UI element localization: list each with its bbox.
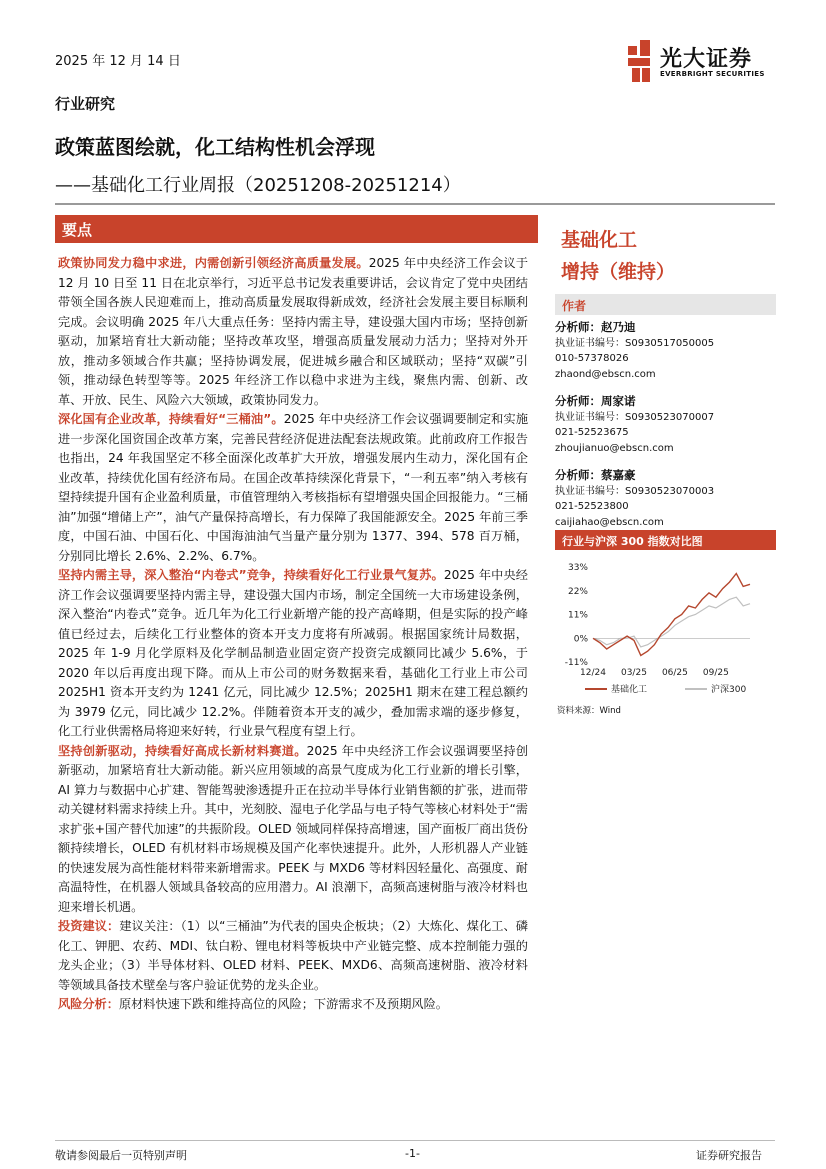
y-tick-label: 22% <box>567 586 588 597</box>
analyst-cert: 执业证书编号：S0930523070003 <box>555 485 715 497</box>
y-tick-label: -11% <box>564 658 588 668</box>
analyst-phone: 021-52523800 <box>555 501 629 512</box>
analyst-cert: 执业证书编号：S0930523070007 <box>555 411 715 423</box>
report-subtitle: ——基础化工行业周报（20251208-20251214） <box>55 175 461 196</box>
x-tick-label: 12/24 <box>580 668 606 678</box>
x-tick-label: 06/25 <box>661 668 688 678</box>
key-points-header <box>55 215 538 243</box>
report-date: 2025 年 12 月 14 日 <box>55 54 181 69</box>
paragraph-lead: 坚持创新驱动，持续看好高成长新材料赛道。 <box>58 743 307 758</box>
footer-divider <box>55 1140 775 1141</box>
analyst-email[interactable]: zhoujianuo@ebscn.com <box>555 442 674 454</box>
company-logo <box>626 38 776 86</box>
document-type: 行业研究 <box>55 95 116 113</box>
analyst-phone: 010-57378026 <box>555 353 629 364</box>
paragraph-text: 2025 年中央经济工作会议于 12 月 10 日至 11 日在北京举行，习近平总书记发表重要讲话，会议肯定了党中央团结带领全国各族人民迎难而上，推动高质量发展取得新成效，经济社会发展主要目标顺利完成。会议明确 2025 年八大重点任务：坚持内需主导，建设强大国内市场；坚持创新驱动，加紧培育壮大新动能；坚持改革攻坚，增强高质量发展动力活力；坚持对外开放，推动多领域合作共赢；坚持协调发展，促进城乡融合和区域联动；坚持“双碳”引领，推动绿色转型等等。2025 年经济工作以稳中求进为主线，聚焦内需、创新、改革、开放、民生、风险六大领域，政策协同发力。 <box>58 256 529 407</box>
paragraph-investment <box>58 917 528 995</box>
paragraph-lead: 投资建议： <box>58 919 120 933</box>
paragraph-domestic-demand <box>58 566 528 742</box>
x-tick-label: 09/25 <box>702 668 729 678</box>
analyst-email[interactable]: caijiahao@ebscn.com <box>555 516 664 528</box>
footer-report-type: 证券研究报告 <box>696 1149 762 1162</box>
analyst-block <box>555 468 776 530</box>
paragraph-lead: 坚持内需主导，深入整治“内卷式”竞争，持续看好化工行业景气复苏。 <box>58 568 444 582</box>
analyst-phone: 021-52523675 <box>555 427 629 438</box>
key-points-body <box>58 254 528 1015</box>
analyst-name: 分析师：蔡嘉豪 <box>555 468 636 482</box>
rating: 增持（维持） <box>561 261 676 283</box>
paragraph-text: 建议关注：（1）以“三桶油”为代表的国央企板块；（2）大炼化、煤化工、磷化工、钾肥、农药、MDI、钛白粉、锂电材料等板块中产业链完整、成本控制能力强的龙头企业；（3）半导体材料、OLED 材料、PEEK、MXD6、高频高速树脂、液冷材料等领域具备技术壁垒与客户验证优势的龙头企业。 <box>58 919 528 992</box>
key-points-label: 要点 <box>62 221 93 239</box>
paragraph-lead: 政策协同发力稳中求进，内需创新引领经济高质量发展。 <box>58 256 369 270</box>
everbright-logo-icon <box>626 40 652 84</box>
series-line-chemicals <box>593 574 750 656</box>
header-divider <box>55 203 775 205</box>
analyst-name: 分析师：赵乃迪 <box>555 320 636 334</box>
paragraph-soe-reform <box>58 410 528 566</box>
performance-chart <box>555 553 776 713</box>
author-header <box>555 294 776 315</box>
author-label: 作者 <box>562 299 587 313</box>
legend-label: 沪深300 <box>711 685 747 695</box>
paragraph-text: 2025 年中央经济工作会议强调要制定和实施进一步深化国资国企改革方案，完善民营经济促进法配套法规政策。此前政府工作报告也指出，24 年我国坚定不移全面深化改革扩大开放，增强发展内生动力，深化国有企业改革，持续优化国有经济布局。在国企改革持续深化背景下，“一利五率”纳入考核有望持续提升国有企业盈利质量，市值管理纳入考核指标有望增强央国企回报能力。“三桶油”加强“增储上产”，油气产量保持高增长，有力保障了我国能源安全。2025 年前三季度，中国石油、中国石化、中国海油油气当量产量分别为 1377、394、578 百万桶，分别同比增长 2.6%、2.2%、6.7%。 <box>58 412 529 563</box>
y-tick-label: 33% <box>567 563 588 573</box>
paragraph-text: 原材料快速下跌和维持高位的风险；下游需求不及预期风险。 <box>118 997 448 1011</box>
y-tick-label: 0% <box>573 634 588 645</box>
paragraph-text: 2025 年中央经济工作会议强调要坚持创新驱动，加紧培育壮大新动能。新兴应用领域的高景气度成为化工行业新的增长引擎，AI 算力与数据中心扩建、智能驾驶渗透提升正在拉动半导体行业销售额的扩张，进而带动关键材料需求持续上升。其中，光刻胶、湿电子化学品与电子特气等核心材料处于“需求扩张+国产替代加速”的共振阶段。OLED 领域同样保持高增速，国产面板厂商出货份额持续增长，OLED 有机材料市场规模及国产化率快速提升。此外，人形机器人产业链的快速发展为高性能材料带来新增需求。PEEK 与 MXD6 等材料因轻量化、高强度、耐高温特性，在机器人领域具备较高的应用潜力。AI 浪潮下，高频高速树脂与液冷材料也迎来增长机遇。 <box>58 743 529 914</box>
page-number: -1- <box>405 1147 420 1160</box>
paragraph-lead: 风险分析： <box>58 997 119 1011</box>
paragraph-policy <box>58 254 528 410</box>
analyst-name: 分析师：周家诺 <box>555 394 636 408</box>
analyst-block <box>555 394 776 456</box>
chart-header <box>555 530 776 550</box>
chart-title: 行业与沪深 300 指数对比图 <box>562 535 703 548</box>
analyst-email[interactable]: zhaond@ebscn.com <box>555 368 656 380</box>
chart-source: 资料来源：Wind <box>557 706 621 716</box>
x-tick-label: 03/25 <box>620 668 647 678</box>
legend-label: 基础化工 <box>611 685 648 695</box>
y-tick-label: 11% <box>567 610 588 621</box>
logo-text-cn: 光大证券 <box>660 47 753 72</box>
paragraph-risk <box>58 995 528 1015</box>
analyst-cert: 执业证书编号：S0930517050005 <box>555 337 715 349</box>
analyst-block <box>555 320 776 382</box>
logo-text-en: EVERBRIGHT SECURITIES <box>660 70 765 78</box>
paragraph-text: 2025 年中央经济工作会议强调要坚持内需主导，建设强大国内市场，制定全国统一大市场建设条例，深入整治“内卷式”竞争。近几年为化工行业新增产能的投产高峰期，但是实际的投产峰值已经过去，后续化工行业整体的资本开支力度将有所减弱。根据国家统计局数据，2025 年 1-9 月化学原料及化学制品制造业固定资产投资完成额同比减少 5.6%，于 2020 年以后再度出现下降。而从上市公司的财务数据来看，基础化工行业上市公司 2025H1 资本开支约为 1241 亿元，同比减少 12.5%；2025H1 期末在建工程总额约为 3979 亿元，同比减少 12.2%。伴随着资本开支的减少，叠加需求端的逐步修复，化工行业供需格局将迎来好转，行业景气程度有望上行。 <box>58 568 528 738</box>
paragraph-innovation <box>58 742 528 918</box>
footer-disclaimer: 敬请参阅最后一页特别声明 <box>55 1149 187 1162</box>
report-title: 政策蓝图绘就，化工结构性机会浮现 <box>55 135 375 159</box>
paragraph-lead: 深化国有企业改革，持续看好“三桶油”。 <box>58 412 284 426</box>
sector-name: 基础化工 <box>561 229 638 251</box>
